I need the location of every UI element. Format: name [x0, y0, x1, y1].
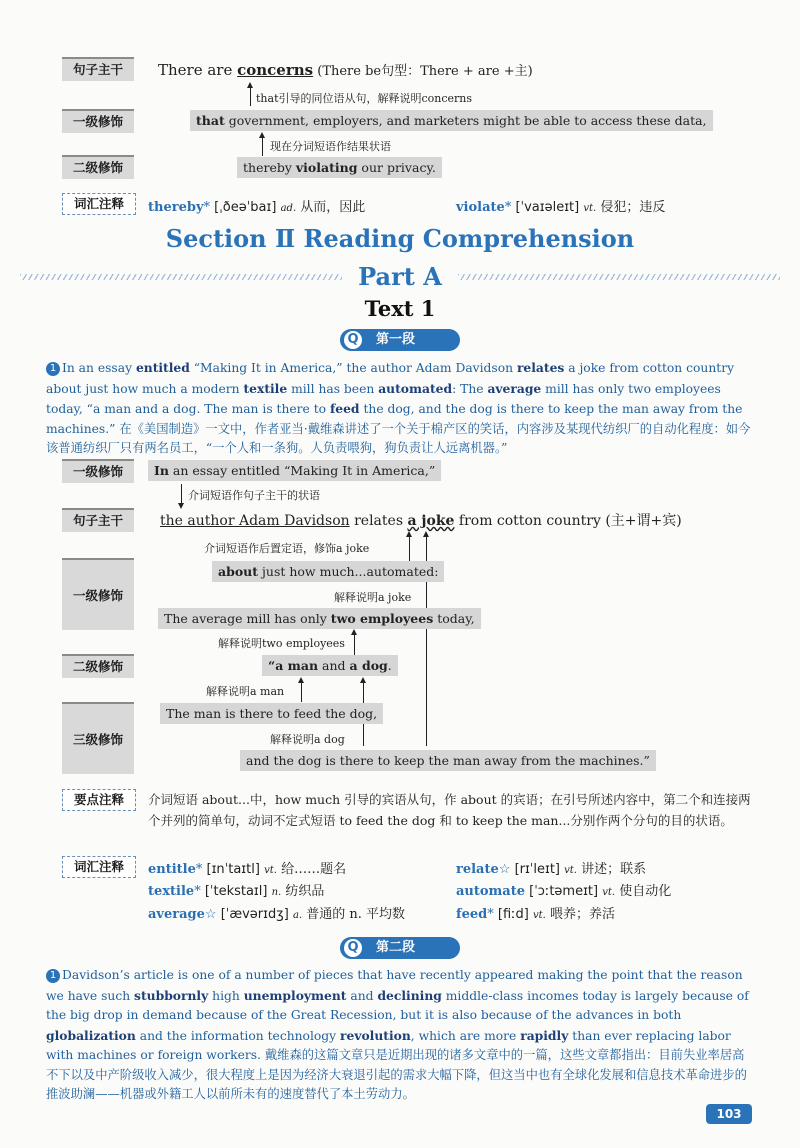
level2-clause: [237, 157, 442, 178]
arrow-head: [298, 677, 304, 683]
note: 解释说明a dog: [270, 733, 345, 746]
arrow-head: [351, 629, 357, 635]
vocab-relate: relate☆ [rɪˈleɪt] vt. 讲述；联系: [456, 862, 647, 877]
page-number: 103: [706, 1104, 752, 1124]
level1-that: that: [196, 113, 225, 128]
main-text-concerns: concerns: [237, 61, 314, 79]
note: 介词短语作后置定语，修饰a joke: [204, 542, 370, 555]
arrow-head: [259, 132, 265, 138]
tree1-average-mill: The average mill has only two employees today,: [158, 608, 481, 629]
vocab-phonetic: [ˌðeəˈbaɪ]: [214, 200, 277, 215]
note: 解释说明a man: [206, 685, 285, 698]
vocab-violate: [456, 196, 665, 215]
vocab-def: 侵犯；违反: [600, 200, 666, 215]
paragraph-2: 1 Davidson’s article is one of a number of pieces that have recently appeared making the point that the reason we have such stubbornly high unemployment and declining middle-class incomes today is largely because of the big drop in demand because of the Great Recession, but it is also because of the advances in both globalization and the information technology revolution, which are more rapidly than ever replacing labor with machines or foreign workers. 戴维森的这篇文章只是近期出现的诸多文章中的一篇，这些文章都指出：目前失业率居高不下以及中产阶级收入减少，很大程度上是因为经济大衰退引起的需求大幅下降，但这当中也有全球化发展和信息技术革命进步的推波助澜——机器或外籍工人以前所未有的速度替代了本土劳动力。: [46, 968, 749, 1101]
arrow-line: [250, 86, 251, 106]
arrow-line: [409, 534, 410, 562]
vocab-thereby: [148, 196, 365, 215]
note: 介词短语作句子主干的状语: [188, 489, 320, 502]
section-title: Section Ⅱ Reading Comprehension: [165, 224, 635, 253]
note-appositive: that引导的同位语从句，解释说明concerns: [256, 92, 473, 105]
label-level3: 三级修饰: [62, 702, 134, 774]
arrow-line: [301, 680, 302, 702]
label-key-notes: 要点注释: [62, 789, 136, 811]
level1-rest: government, employers, and marketers might be able to access these data,: [224, 113, 707, 128]
vocab-star: *: [203, 200, 210, 215]
note: 解释说明two employees: [218, 637, 345, 650]
note-participle: 现在分词短语作结果状语: [270, 140, 391, 153]
text-title: Text 1: [364, 296, 436, 321]
label-subject: 句子主干: [62, 57, 134, 81]
main-text-note: (There be句型：There + are +主): [313, 64, 533, 79]
label-vocab: 词汇注释: [62, 193, 136, 215]
vocab-word: thereby: [148, 200, 204, 215]
label-subject: 句子主干: [62, 508, 134, 532]
arrow-head: [178, 503, 184, 509]
tree1-man-there: The man is there to feed the dog,: [160, 703, 383, 724]
label-level2: 二级修饰: [62, 654, 134, 678]
search-icon: Q: [344, 331, 362, 349]
main-text-a: There are: [158, 61, 238, 79]
vocab-textile: textile* [ˈtekstaɪl] n. 纺织品: [148, 884, 325, 899]
part-title: Part A: [358, 262, 442, 291]
vocab-word: violate: [456, 200, 505, 215]
paragraph-number: 1: [46, 969, 60, 983]
vocab-pos: vt.: [583, 203, 597, 214]
level2-c: our privacy.: [357, 160, 436, 175]
vocab-average: average☆ [ˈævərɪdʒ] a. 普通的 n. 平均数: [148, 907, 406, 922]
arrow-line: [354, 632, 355, 656]
tree1-dog-there: and the dog is there to keep the man away from the machines.”: [240, 750, 656, 771]
paragraph-pill-1: [340, 329, 460, 351]
paragraph-1: 1 In an essay entitled “Making It in America,” the author Adam Davidson relates a joke from cotton country about just how much a modern textile mill has been automated: The average mill has only two employees today, “a man and a dog. The man is there to feed the dog, and the dog is there to keep the man away from the machines.” 在《美国制造》一文中，作者亚当·戴维森讲述了一个关于棉产区的笑话，内容涉及某现代纺织厂的自动化程度：如今该普通纺织厂只有两名员工，“一个人和一条狗。人负责喂狗，狗负责让人远离机器。”: [46, 360, 751, 455]
tree1-level1: In an essay entitled “Making It in America,”: [148, 460, 441, 481]
key-note-text: 介词短语 about...中，how much 引导的宾语从句，作 about 的宾语；在引号所述内容中，第二个和连接两个并列的简单句，动词不定式短语 to feed the dog 和 to keep the man...分别作两个分句的目的状语。: [148, 792, 751, 828]
label-level2: 二级修饰: [62, 155, 134, 179]
tree1-about: about just how much...automated:: [212, 561, 444, 582]
label-level1: 一级修饰: [62, 558, 134, 630]
top-main-clause: [158, 60, 533, 79]
vocab-entitle: entitle* [ɪnˈtaɪtl] vt. 给……题名: [148, 862, 347, 877]
level2-violating: violating: [295, 160, 358, 175]
search-icon: Q: [344, 939, 362, 957]
vocab-pos: ad.: [280, 203, 297, 214]
vocab-phonetic: [ˈvaɪəleɪt]: [515, 200, 580, 215]
level2-a: thereby: [243, 160, 296, 175]
note: 解释说明a joke: [334, 591, 412, 604]
vocab-feed: feed* [fiːd] vt. 喂养；养活: [456, 907, 615, 922]
arrow-head: [406, 531, 412, 537]
label-level1: 一级修饰: [62, 459, 134, 483]
arrow-head: [360, 677, 366, 683]
paragraph-pill-2: [340, 937, 460, 959]
arrow-head: [423, 531, 429, 537]
level1-clause: [190, 110, 713, 131]
tree1-man-dog: “a man and a dog.: [262, 655, 398, 676]
arrow-head: [247, 82, 253, 88]
pill-label: 第一段: [376, 332, 416, 347]
paragraph-number: 1: [46, 362, 60, 376]
tree1-main-clause: the author Adam Davidson relates a joke from cotton country (主+谓+宾): [160, 513, 682, 529]
vocab-star: *: [504, 200, 512, 215]
vocab-automate: automate [ˈɔːtəmeɪt] vt. 使自动化: [456, 884, 672, 899]
label-level1: 一级修饰: [62, 109, 134, 133]
label-vocab: 词汇注释: [62, 856, 136, 878]
arrow-line: [262, 136, 263, 156]
pill-label: 第二段: [376, 940, 416, 955]
vocab-def: 从而，因此: [300, 200, 366, 215]
